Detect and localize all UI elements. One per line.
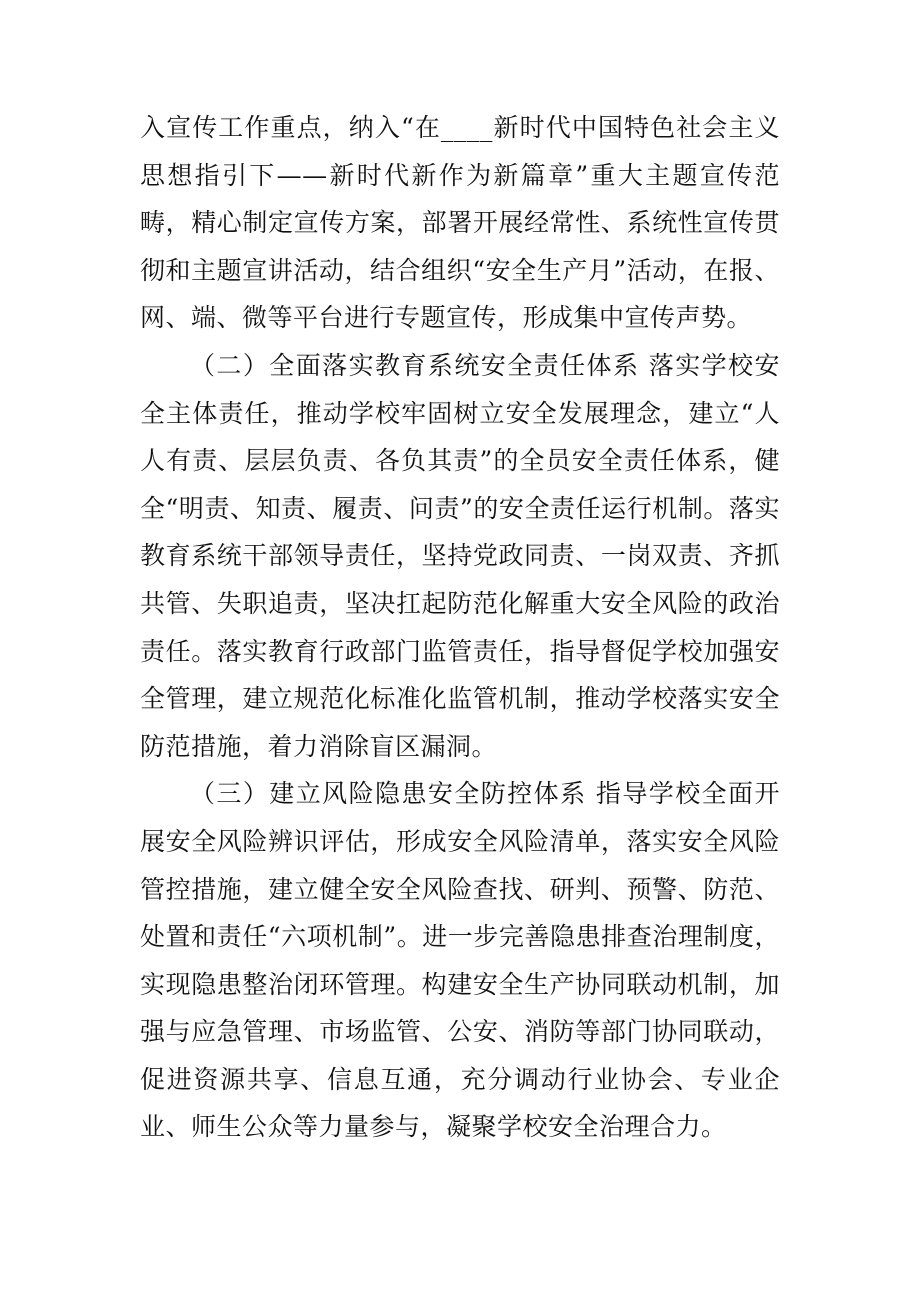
paragraph-section-three-risk-control: （三）建立风险隐患安全防控体系 指导学校全面开展安全风险辨识评估，形成安全风险清单，落实安全风险管控措施，建立健全安全风险查找、研判、预警、防范、处置和责任“六项机制”。进一步完善隐患排查治理制度，实现隐患整治闭环管理。构建安全生产协同联动机制，加强与应急管理、市场监管、公安、消防等部门协同联动，促进资源共享、信息互通，充分调动行业协会、专业企业、师生公众等力量参与，凝聚学校安全治理合力。 (140, 779, 780, 1142)
paragraph-section-two-responsibility: （二）全面落实教育系统安全责任体系 落实学校安全主体责任，推动学校牢固树立安全发展理念，建立“人人有责、层层负责、各负其责”的全员安全责任体系，健全“明责、知责、履责、问责”的安全责任运行机制。落实教育系统干部领导责任，坚持党政同责、一岗双责、齐抓共管、失职追责，坚决扛起防范化解重大安全风险的政治责任。落实教育行政部门监管责任，指导督促学校加强安全管理，建立规范化标准化监管机制，推动学校落实安全防范措施，着力消除盲区漏洞。 (140, 350, 780, 761)
document-page (140, 104, 780, 1151)
paragraph-publicity-continued: 入宣传工作重点，纳入“在____新时代中国特色社会主义思想指引下——新时代新作为新篇章”重大主题宣传范畴，精心制定宣传方案，部署开展经常性、系统性宣传贯彻和主题宣讲活动，结合组织“安全生产月”活动，在报、网、端、微等平台进行专题宣传，形成集中宣传声势。 (140, 113, 780, 333)
